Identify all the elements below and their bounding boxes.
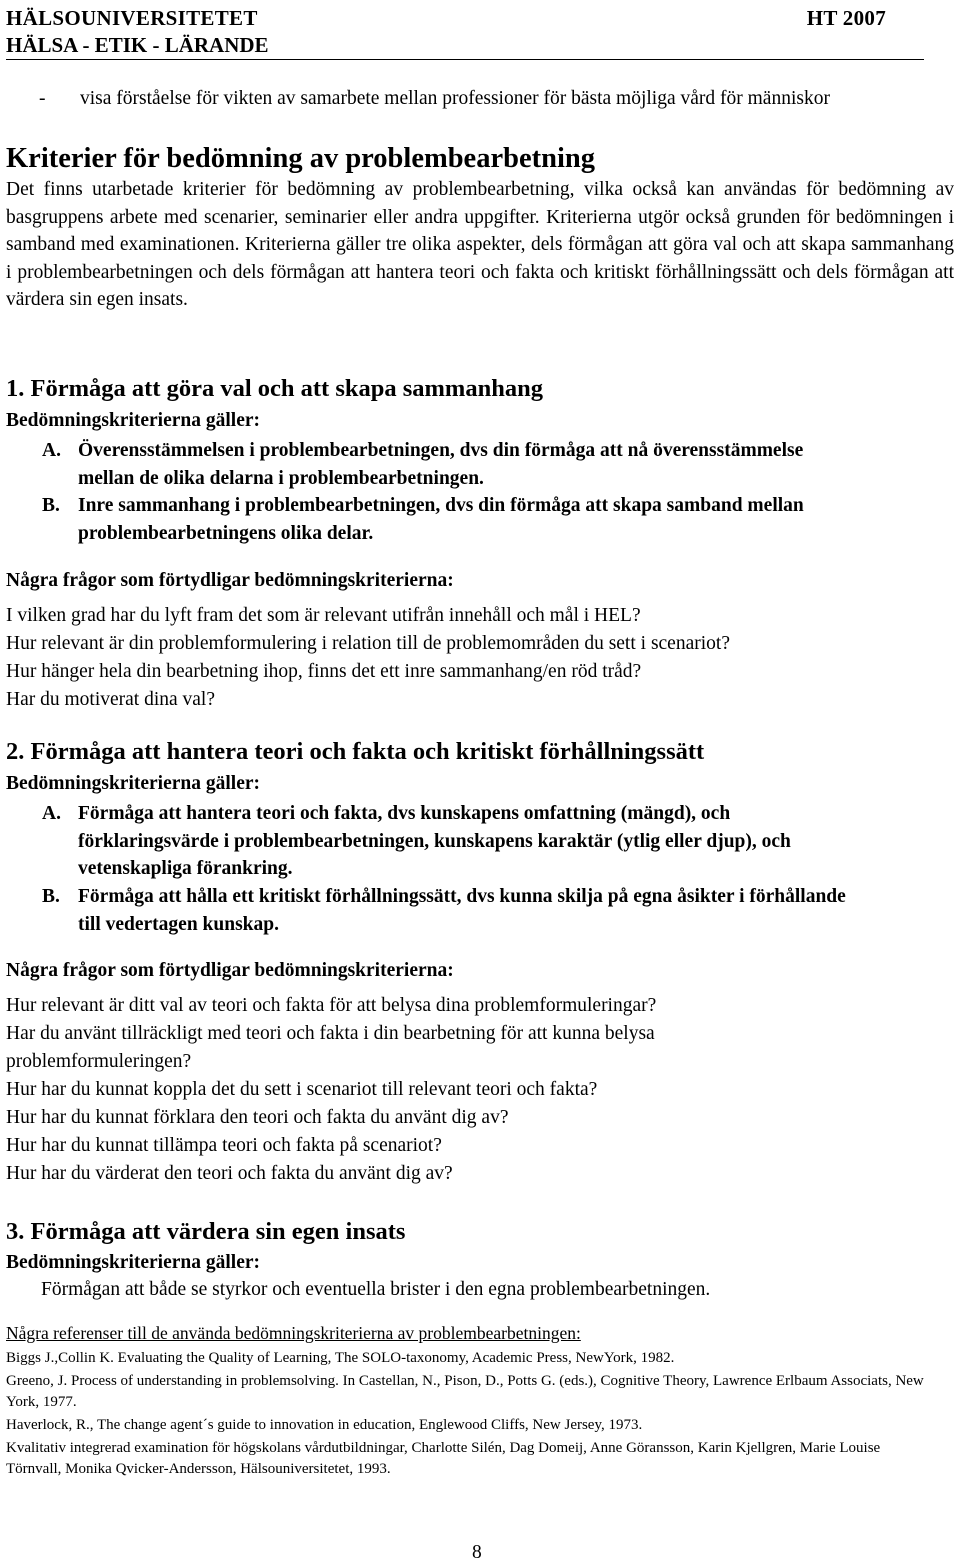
criterion-text: Inre sammanhang i problembearbetningen, dvs din förmåga att skapa samband mellan problembearbetningens olika delar.	[78, 495, 804, 544]
section-3-criteria-text: Förmågan att både se styrkor och eventuella brister i den egna problembearbetningen.	[41, 1279, 711, 1300]
reference-item: Haverlock, R., The change agent´s guide to innovation in education, Englewood Cliffs, New Jersey, 1973.	[6, 1417, 643, 1433]
section-1-criteria-label: Bedömningskriterierna gäller:	[6, 410, 261, 431]
question-item: Hur har du kunnat förklara den teori och fakta du använt dig av?	[6, 1107, 509, 1128]
criterion-text: Förmåga att hantera teori och fakta, dvs kunskapens omfattning (mängd), och förklaringsvärde i problembearbetningen, kunskapens karaktär (ytlig eller djup), och vetenskapliga förankring.	[78, 803, 791, 879]
section-1-questions-label: Några frågor som förtydligar bedömningskriterierna:	[6, 570, 454, 591]
question-item: Hur relevant är ditt val av teori och fakta för att belysa dina problemformuleringar?	[6, 995, 657, 1016]
section-1-heading: 1. Förmåga att göra val och att skapa sammanhang	[6, 375, 543, 402]
section-2-questions-label: Några frågor som förtydligar bedömningskriterierna:	[6, 960, 454, 981]
question-item: Hur har du kunnat koppla det du sett i scenariot till relevant teori och fakta?	[6, 1079, 598, 1100]
question-item: I vilken grad har du lyft fram det som är relevant utifrån innehåll och mål i HEL?	[6, 605, 641, 626]
page-header	[6, 6, 924, 32]
section-3-criteria-label: Bedömningskriterierna gäller:	[6, 1252, 261, 1273]
intro-bullet	[6, 84, 954, 113]
header-course-line	[6, 33, 924, 60]
intro-paragraph: Det finns utarbetade kriterier för bedömning av problembearbetning, vilka också kan användas för bedömning av basgruppens arbete med scenarier, seminarier eller andra uppgifter. Kriterierna utgör också grunden för bedömningen i samband med examinationen. Kriterierna gäller tre olika aspekter, dels förmågan att göra val och att skapa sammanhang i problembearbetningen och dels förmågan att hantera teori och fakta och kritiskt förhållningssätt och dels förmågan att värdera sin egen insats.	[6, 179, 954, 310]
section-2-questions	[6, 992, 954, 1188]
section-2-criterion-a	[6, 800, 954, 883]
reference-item: Kvalitativ integrerad examination för högskolans vårdutbildningar, Charlotte Silén, Dag Domeij, Anne Göransson, Karin Kjellgren, Marie Louise Törnvall, Monika Qvicker-Andersson, Hälsouniversitetet, 1993.	[6, 1440, 881, 1477]
question-item: Hur relevant är din problemformulering i relation till de problemområden du sett i scenariot?	[6, 633, 730, 654]
criterion-letter: A.	[42, 440, 61, 461]
question-item: Hur hänger hela din bearbetning ihop, finns det ett inre sammanhang/en röd tråd?	[6, 661, 642, 682]
question-item: Har du motiverat dina val?	[6, 689, 216, 710]
question-item: Har du använt tillräckligt med teori och fakta i din bearbetning för att kunna belysa problemformuleringen?	[6, 1023, 655, 1072]
criterion-letter: B.	[42, 495, 60, 516]
header-term: HT 2007	[806, 6, 886, 30]
criterion-letter: A.	[42, 803, 61, 824]
section-2-heading: 2. Förmåga att hantera teori och fakta och kritiskt förhållningssätt	[6, 738, 705, 765]
reference-item: Biggs J.,Collin K. Evaluating the Quality of Learning, The SOLO-taxonomy, Academic Press, NewYork, 1982.	[6, 1350, 675, 1366]
question-item: Hur har du värderat den teori och fakta du använt dig av?	[6, 1163, 453, 1184]
section-1-questions	[6, 602, 954, 714]
header-course: HÄLSA - ETIK - LÄRANDE	[6, 33, 269, 57]
section-1-criterion-b	[6, 492, 954, 547]
bullet-text: visa förståelse för vikten av samarbete mellan professioner för bästa möjliga vård för människor	[80, 88, 830, 109]
criterion-letter: B.	[42, 886, 60, 907]
section-3-heading: 3. Förmåga att värdera sin egen insats	[6, 1218, 406, 1245]
header-institution: HÄLSOUNIVERSITETET	[6, 6, 258, 30]
references-list	[6, 1348, 936, 1480]
bullet-dash: -	[39, 88, 46, 109]
section-2-criterion-b	[6, 883, 954, 938]
criterion-text: Förmåga att hålla ett kritiskt förhållningssätt, dvs kunna skilja på egna åsikter i förhållande till vedertagen kunskap.	[78, 886, 846, 935]
section-2-criteria-label: Bedömningskriterierna gäller:	[6, 773, 261, 794]
section-1-criterion-a	[6, 437, 954, 492]
reference-item: Greeno, J. Process of understanding in problemsolving. In Castellan, N., Pison, D., Potts G. (eds.), Cognitive Theory, Lawrence Erlbaum Associats, New York, 1977.	[6, 1373, 924, 1410]
page-number: 8	[472, 1542, 482, 1563]
page-title: Kriterier för bedömning av problembearbetning	[6, 143, 595, 174]
criterion-text: Överensstämmelsen i problembearbetningen, dvs din förmåga att nå överensstämmelse mellan de olika delarna i problembearbetningen.	[78, 440, 804, 489]
question-item: Hur har du kunnat tillämpa teori och fakta på scenariot?	[6, 1135, 442, 1156]
references-heading: Några referenser till de använda bedömningskriterierna av problembearbetningen:	[6, 1323, 581, 1343]
